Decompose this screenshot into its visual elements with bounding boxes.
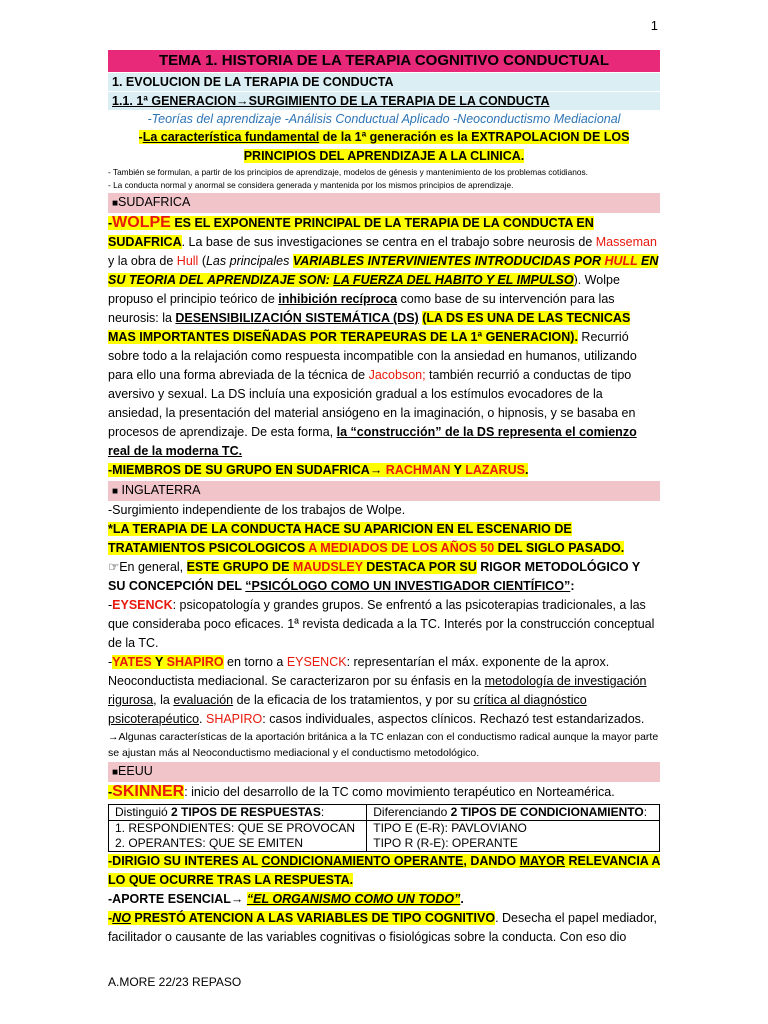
- note-2: - La conducta normal y anormal se considera generada y mantenida por los mismos principios de aprendizaje.: [108, 180, 514, 190]
- eeuu-no-cognitivo: -NO PRESTÓ ATENCION A LAS VARIABLES DE TIPO COGNITIVO. Desecha el papel mediador, facilitador o causante de las variables cognitivas o fisiológicas sobre la conducta. Con eso dio: [108, 911, 657, 944]
- eeuu-skinner: -SKINNER: inicio del desarrollo de la TC como movimiento terapéutico en Norteamérica.: [108, 783, 615, 800]
- inglaterra-note: →Algunas características de la aportación británica a la TC enlazan con el conductismo radical aunque la mayor parte se ajustan más al Neoconductismo mediacional y el conductismo metodológico.: [108, 731, 659, 759]
- table-cell: TIPO E (E-R): PAVLOVIANO TIPO R (R-E): OPERANTE: [367, 821, 660, 852]
- page-number: 1: [650, 18, 658, 33]
- section-heading-1-1: 1.1. 1ª GENERACION→SURGIMIENTO DE LA TERAPIA DE LA CONDUCTA: [108, 92, 660, 110]
- theories-line: -Teorías del aprendizaje -Análisis Conductual Aplicado -Neoconductismo Mediacional: [147, 112, 621, 126]
- table-cell: Distinguió 2 TIPOS DE RESPUESTAS:: [109, 805, 367, 821]
- heading-inglaterra: ■ INGLATERRA: [108, 481, 660, 501]
- page-title: TEMA 1. HISTORIA DE LA TERAPIA COGNITIVO CONDUCTUAL: [108, 50, 660, 72]
- square-bullet-icon: ■: [112, 767, 119, 778]
- square-bullet-icon: ■: [112, 198, 119, 209]
- table-cell: 1. RESPONDIENTES: QUE SE PROVOCAN 2. OPERANTES: QUE SE EMITEN: [109, 821, 367, 852]
- inglaterra-eysenck: -EYSENCK: psicopatología y grandes grupos. Se enfrentó a las psicoterapias tradicionales, a las que consideraba poco eficaces. 1ª revista dedicada a la TC. Interés por la construcción conceptual de la TC.: [108, 598, 655, 650]
- inglaterra-yates-shapiro: -YATES Y SHAPIRO en torno a EYSENCK: representarían el máx. exponente de la aprox. Neoconductista mediacional. Se caracterizaron por su énfasis en la metodología de investigación rigurosa, la evaluación de la eficacia de los tratamientos, y por su crítica al diagnóstico psicoterapéutico. SHAPIRO: casos individuales, aspectos clínicos. Rechazó test estandarizados.: [108, 655, 647, 726]
- inglaterra-intro: -Surgimiento independiente de los trabajos de Wolpe.: [108, 503, 406, 517]
- square-bullet-icon: ■: [112, 486, 119, 497]
- table-row: [109, 805, 660, 821]
- footer-text: A.MORE 22/23 REPASO: [108, 975, 242, 989]
- inglaterra-maudsley: ☞En general, ESTE GRUPO DE MAUDSLEY DESTACA POR SU RIGOR METODOLÓGICO Y SU CONCEPCIÓN DEL “PSICÓLOGO COMO UN INVESTIGADOR CIENTÍFICO”:: [108, 560, 640, 593]
- conditioning-table: [108, 804, 660, 852]
- table-row: [109, 821, 660, 852]
- characteristic-line: -La característica fundamental de la 1ª generación es la EXTRAPOLACION DE LOS PRINCIPIOS DEL APRENDIZAJE A LA CLINICA.: [138, 130, 630, 163]
- eeuu-dirigio: -DIRIGIO SU INTERES AL CONDICIONAMIENTO OPERANTE, DANDO MAYOR RELEVANCIA A LO QUE OCURRE TRAS LA RESPUESTA.: [108, 854, 660, 887]
- section-heading-1: 1. EVOLUCION DE LA TERAPIA DE CONDUCTA: [108, 73, 660, 91]
- sudafrica-paragraph: -WOLPE ES EL EXPONENTE PRINCIPAL DE LA TERAPIA DE LA CONDUCTA EN SUDAFRICA. La base de sus investigaciones se centra en el trabajo sobre neurosis de Masseman y la obra de Hull (Las principales VARIABLES INTERVINIENTES INTRODUCIDAS POR HULL EN SU TEORIA DEL APRENDIZAJE SON: LA FUERZA DEL HABITO Y EL IMPULSO). Wolpe propuso el principio teórico de inhibición recíproca como base de su intervención para las neurosis: la DESENSIBILIZACIÓN SISTEMÁTICA (DS) (LA DS ES UNA DE LAS TECNICAS MAS IMPORTANTES DISEÑADAS POR TERAPEURAS DE LA 1ª GENERACION). Recurrió sobre todo a la relajación como respuesta incompatible con la ansiedad en humanos, utilizando para ello una forma abreviada de la técnica de Jacobson; también recurrió a conductas de tipo aversivo y sexual. La DS incluía una exposición gradual a los estímulos evocadores de la ansiedad, la presentación del material ansiógeno en la imaginación, o hipnosis, y se basaba en procesos de aprendizaje. De esta forma, la “construcción” de la DS representa el comienzo real de la moderna TC.: [108, 214, 659, 458]
- heading-eeuu: ■EEUU: [108, 762, 660, 782]
- eeuu-aporte: -APORTE ESENCIAL→ “EL ORGANISMO COMO UN TODO”.: [108, 892, 464, 906]
- note-1: - También se formulan, a partir de los principios de aprendizaje, modelos de génesis y mantenimiento de los problemas cotidianos.: [108, 167, 588, 177]
- heading-sudafrica: ■SUDAFRICA: [108, 193, 660, 213]
- inglaterra-appearance: *LA TERAPIA DE LA CONDUCTA HACE SU APARICION EN EL ESCENARIO DE TRATAMIENTOS PSICOLOGICOS A MEDIADOS DE LOS AÑOS 50 DEL SIGLO PASADO.: [108, 522, 625, 555]
- page-content: [108, 50, 660, 947]
- table-cell: Diferenciando 2 TIPOS DE CONDICIONAMIENTO:: [367, 805, 660, 821]
- sudafrica-members: -MIEMBROS DE SU GRUPO EN SUDAFRICA→ RACHMAN Y LAZARUS.: [108, 463, 529, 477]
